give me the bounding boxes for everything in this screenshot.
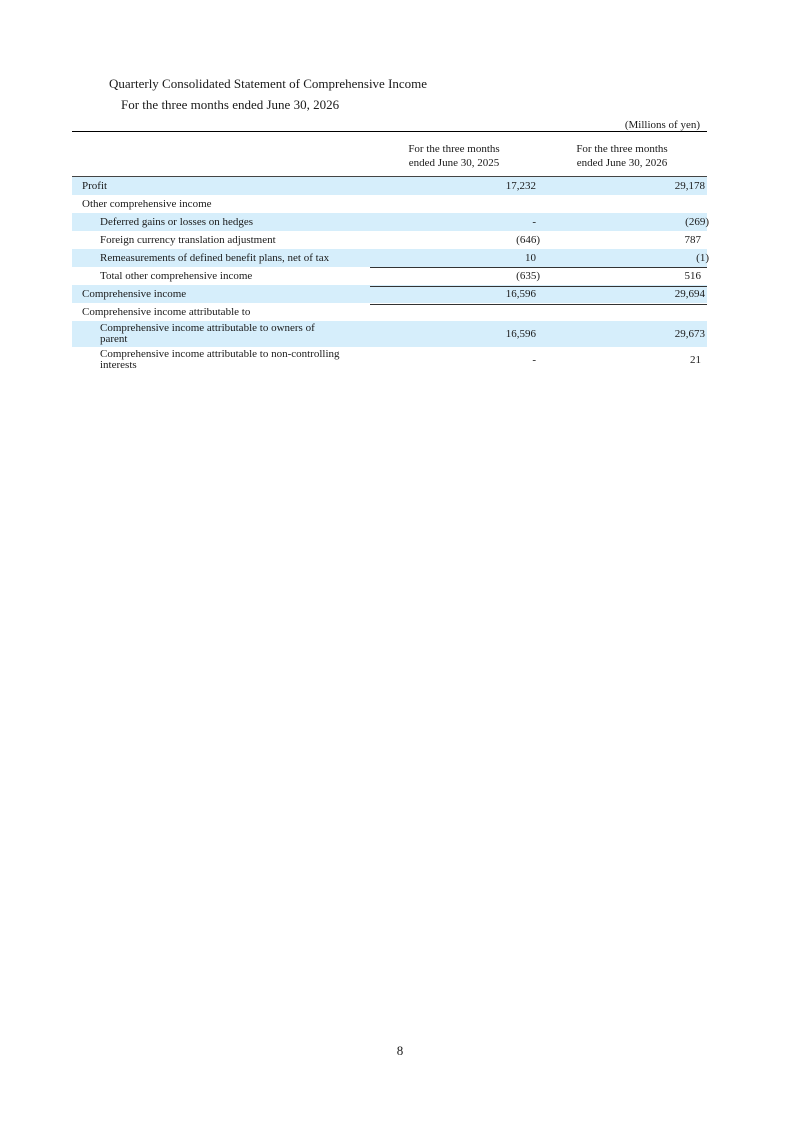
column-header-current-line1: For the three months xyxy=(576,143,668,155)
row-label xyxy=(100,347,340,373)
row-value-current: 29,178 xyxy=(674,180,705,192)
column-header-prior-line2: ended June 30, 2025 xyxy=(408,157,500,169)
row-label: Deferred gains or losses on hedges xyxy=(100,215,254,228)
row-value-prior: 16,596 xyxy=(505,288,536,300)
statement-subtitle: For the three months ended June 30, 2026 xyxy=(121,97,340,112)
top-rule xyxy=(72,131,707,132)
subtotal-rule-top xyxy=(370,267,707,268)
table-row-attributable-to xyxy=(72,303,707,321)
row-label: Comprehensive income xyxy=(82,287,187,300)
row-label-line1: Comprehensive income attributable to owners of xyxy=(100,322,315,334)
table-row-other-comprehensive-income xyxy=(72,195,707,213)
table-row-remeasurements xyxy=(72,249,707,267)
statement-title: Quarterly Consolidated Statement of Comprehensive Income xyxy=(109,76,428,91)
units-label: (Millions of yen) xyxy=(624,119,700,131)
row-value-current: (1) xyxy=(696,252,709,264)
column-header-current xyxy=(552,142,692,170)
column-header-current-line2: ended June 30, 2026 xyxy=(576,157,668,169)
page-number: 8 xyxy=(396,1043,404,1058)
statement-table xyxy=(72,177,707,373)
row-value-prior: (635) xyxy=(516,270,540,282)
row-value-current: (269) xyxy=(685,216,709,228)
row-value-prior: 10 xyxy=(525,252,536,264)
row-label xyxy=(100,321,315,347)
total-rule xyxy=(370,304,707,305)
table-row-profit xyxy=(72,177,707,195)
row-label: Other comprehensive income xyxy=(82,197,212,210)
row-label-line2: parent xyxy=(100,333,128,345)
row-label: Remeasurements of defined benefit plans, net of tax xyxy=(100,251,330,264)
column-header-prior xyxy=(384,142,524,170)
row-label: Profit xyxy=(82,179,108,192)
row-value-prior: 17,232 xyxy=(505,180,536,192)
row-value-current: 787 xyxy=(684,234,701,246)
table-row-comprehensive-income xyxy=(72,285,707,303)
row-label-line1: Comprehensive income attributable to non-controlling xyxy=(100,348,340,360)
table-row-owners-of-parent xyxy=(72,321,707,347)
table-row-fx-translation xyxy=(72,231,707,249)
row-value-prior: - xyxy=(532,216,536,228)
row-value-prior: 16,596 xyxy=(505,328,536,340)
row-label: Comprehensive income attributable to xyxy=(82,305,251,318)
row-value-current: 29,673 xyxy=(674,328,705,340)
table-row-non-controlling-interests xyxy=(72,347,707,373)
row-value-prior: (646) xyxy=(516,234,540,246)
column-header-prior-line1: For the three months xyxy=(408,143,500,155)
row-value-prior: - xyxy=(532,354,536,366)
row-label-line2: interests xyxy=(100,359,137,371)
subtotal-rule-bottom xyxy=(370,286,707,287)
row-label: Total other comprehensive income xyxy=(100,269,253,282)
header-underline xyxy=(72,176,707,177)
row-value-current: 21 xyxy=(690,354,701,366)
table-row-total-other-comprehensive-income xyxy=(72,267,707,285)
table-row-deferred-hedges xyxy=(72,213,707,231)
row-value-current: 516 xyxy=(684,270,701,282)
row-label: Foreign currency translation adjustment xyxy=(100,233,276,246)
row-value-current: 29,694 xyxy=(674,288,705,300)
